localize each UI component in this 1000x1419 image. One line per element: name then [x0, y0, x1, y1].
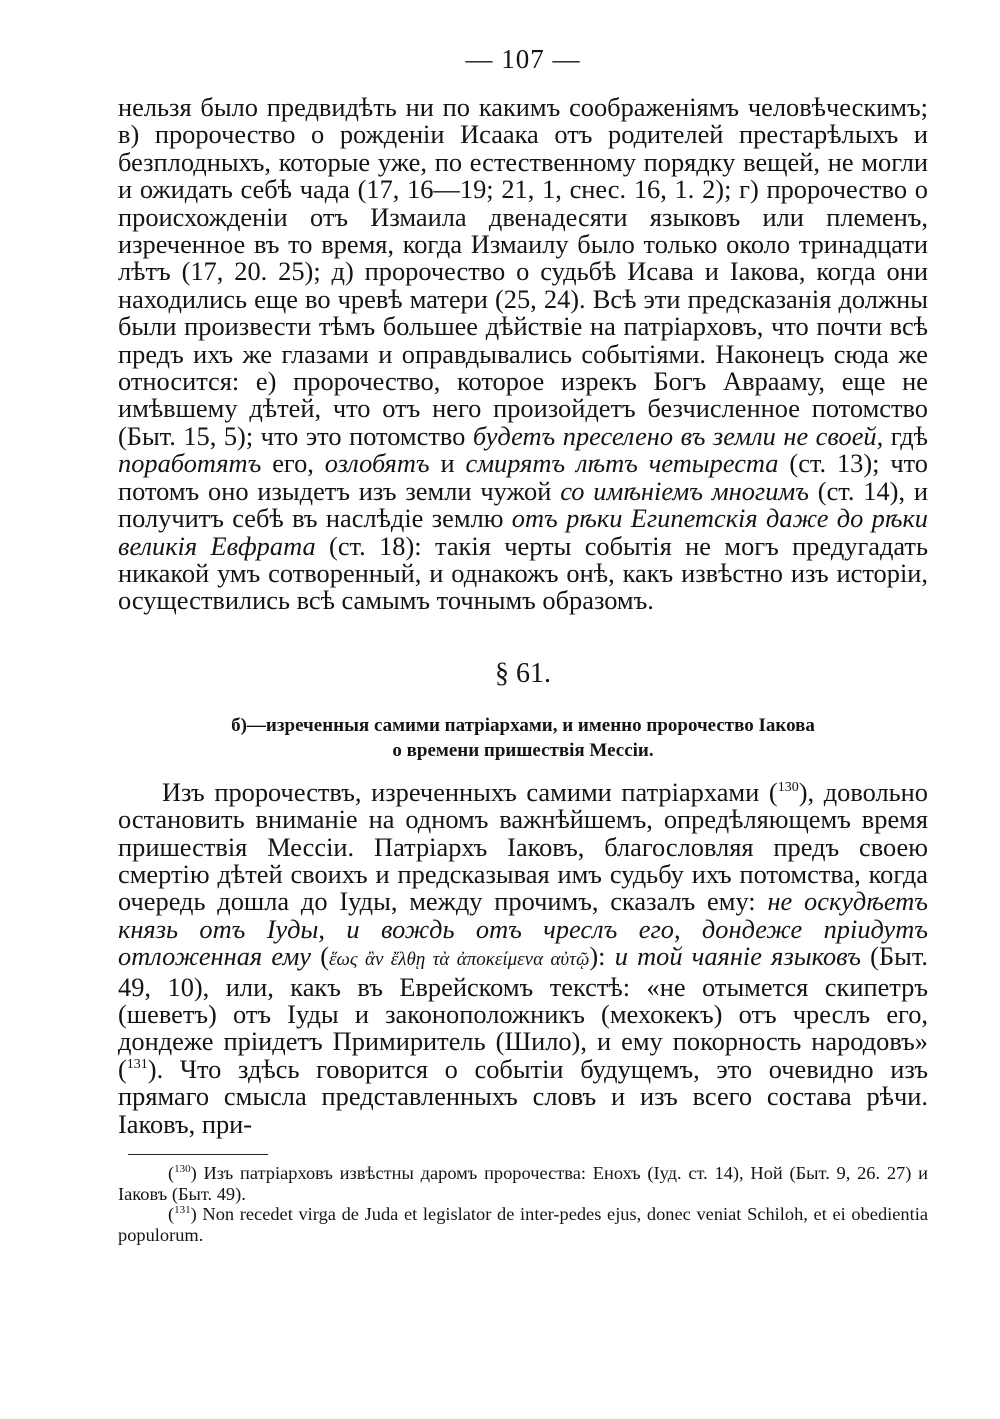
footnote-reference[interactable]: 131 — [126, 1056, 148, 1072]
paragraph-text: его, — [261, 448, 325, 479]
italic-quote: со имѣніемъ многимъ — [560, 475, 809, 506]
greek-quote: ἕως ἂν ἔλθῃ τὰ ἀποκείμενα αὐτῷ — [329, 949, 590, 971]
paragraph-text: (Быт. 49, 10), или, какъ въ Еврейскомъ текстѣ: «не отымется скипетръ (шеветъ) отъ Іуды и законоположникъ (мехокекъ) отъ чреслъ его, дондеже пріидетъ Примиритель (Шило), и ему покорность народовъ» ( — [118, 941, 929, 1084]
italic-quote: поработятъ — [118, 448, 262, 479]
italic-quote: будетъ преселено въ земли не своей, — [472, 420, 884, 451]
italic-quote: отъ рѣки Египетскія даже до рѣки великія Евфрата — [118, 503, 928, 561]
paragraph-text: ): — [589, 941, 615, 972]
paragraph-text: (ст. 13); что потомъ оно изыдетъ изъ земли чужой — [118, 448, 929, 506]
paragraph-text: Изъ пророчествъ, изреченныхъ самими патріархами ( — [162, 776, 778, 807]
page-number: — 107 — — [465, 44, 581, 74]
footnote-reference[interactable]: 130 — [777, 779, 799, 795]
section-number: § 61. — [495, 657, 551, 689]
footnote-number: 131 — [174, 1203, 191, 1216]
footnote-text: ) Non recedet virga de Juda et legislator de inter-pedes ejus, donec veniat Schiloh, et ei obedientia populorum. — [118, 1204, 928, 1245]
italic-quote: и той чаяніе языковъ — [614, 941, 861, 972]
paragraph-text: гдѣ — [883, 420, 928, 451]
section-title-line: о времени пришествія Мессіи. — [392, 739, 654, 761]
italic-quote: не оскудѣетъ князь отъ Іуды, и вождь отъ чреслъ его, дондеже пріидутъ отложенная ему — [118, 886, 928, 972]
paragraph-text: ), довольно остановить вниманіе на одномъ важнѣйшемъ, опредѣляющемъ время пришествія Мессіи. Патріархъ Іаковъ, благословляя предъ своею смертію дѣтей своихъ и предсказывая имъ судьбу ихъ потомства, когда очередь дошла до Іуды, между прочимъ, сказалъ ему: — [118, 776, 928, 917]
paragraph-section — [118, 776, 929, 1139]
paragraph-text: ). Что здѣсь говорится о событіи будущемъ, это очевидно изъ прямаго смысла представленныхъ словъ и изъ всего состава рѣчи. Іаковъ, при- — [118, 1053, 928, 1139]
footnote: ($^{131}$) Non recedet virga de Juda et legislator de inter-pedes ejus, donec veniat Schiloh, et ei obedientia populorum. — [118, 1203, 928, 1245]
paragraph-text: (ст. 14), и получитъ себѣ въ наслѣдіе землю — [118, 475, 928, 534]
book-page — [118, 42, 928, 1245]
footnote: ($^{130}$) Изъ патріарховъ извѣстны даромъ пророчества: Енохъ (Іуд. ст. 14), Ной (Быт. 9, 26. 27) и Іаковъ (Быт. 49). — [118, 1162, 928, 1204]
footnote-divider — [128, 1154, 268, 1155]
italic-quote: смирятъ лѣтъ четыреста — [465, 448, 779, 479]
italic-quote: озлобятъ — [324, 448, 430, 479]
section-title — [118, 713, 928, 763]
section-title-line: б)—изреченныя самими патріархами, и именно пророчество Іакова — [231, 714, 815, 736]
paragraph-text: нельзя было предвидѣть ни по какимъ соображеніямъ человѣческимъ; в) пророчество о рожденіи Исаака отъ родителей престарѣлыхъ и безплодныхъ, которые уже, по естественному порядку вещей, не могли и ожидать себѣ чада (17, 16—19; 21, 1, снес. 16, 1. 2); г) пророчество о происхожденіи отъ Измаила двенадесяти языковъ или племенъ, изреченное въ то время, когда Измаилу было только около тринадцати лѣтъ (17, 20. 25); д) пророчество о судьбѣ Исава и Іакова, когда они находились еще во чревѣ матери (25, 24). Всѣ эти предсказанія должны были произвести тѣмъ большее дѣйствіе на патріарховъ, что почти всѣ предъ ихъ же глазами и оправдывались событіями. Наконецъ сюда же относится: е) пророчество, которое изрекъ Богъ Аврааму, еще не имѣвшему дѣтей, что отъ него произойдетъ безчисленное потомство (Быт. 15, 5); что это потомство — [118, 92, 928, 451]
paragraph-text: (ст. 18): такія черты событія не могъ предугадать никакой умъ сотворенный, и однакожъ онѣ, какъ извѣстно изъ исторіи, осуществились всѣ самымъ точнымъ образомъ. — [118, 530, 929, 616]
paragraph-text: ( — [311, 941, 330, 972]
paragraph-text: и — [429, 448, 466, 479]
footnote-text: ) Изъ патріарховъ извѣстны даромъ пророчества: Енохъ (Іуд. ст. 14), Ной (Быт. 9, 26. 27) и Іаковъ (Быт. 49). — [118, 1163, 928, 1204]
paragraph-continued — [118, 94, 928, 615]
footnote-number: 130 — [174, 1162, 191, 1175]
